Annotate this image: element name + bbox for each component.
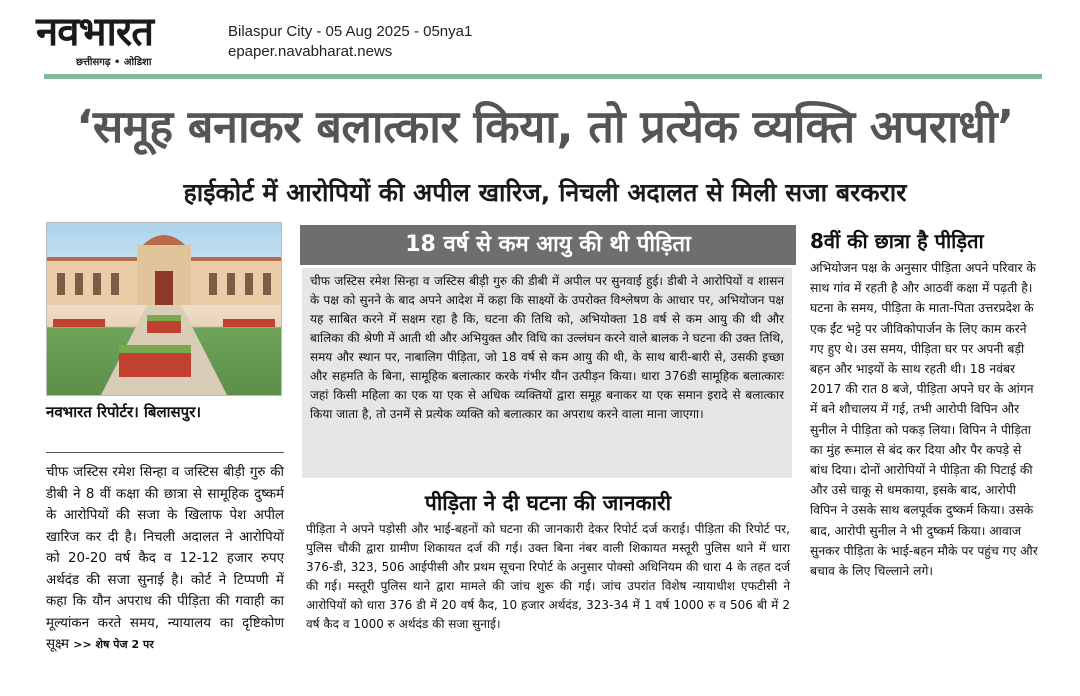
high-court-photo <box>46 222 282 396</box>
byline-divider <box>46 452 284 453</box>
article-subheadline: हाईकोर्ट में आरोपियों की अपील खारिज, निचली अदालत से मिली सजा बरकरार <box>183 178 907 207</box>
section-text: पीड़िता ने अपने पड़ोसी और भाई-बहनों को घटना की जानकारी देकर रिपोर्ट दर्ज कराई। पीड़िता की रिपोर्ट पर, पुलिस चौकी द्वारा ग्रामीण शिकायत दर्ज की गई। उक्त बिना नंबर वाली शिकायत मस्तूरी पुलिस थाने में धारा 376-डी, 323, 506 आईपीसी और प्रथम सूचना रिपोर्ट के अनुसार पोक्सो अधिनियम की धारा 4 के तहत दर्ज की गई। मस्तूरी पुलिस थाने द्वारा मामले की जांच शुरू की गई। जांच उपरांत विशेष न्यायाधीश एफटीसी ने आरोपियों को धारा 376 डी में 20 वर्ष कैद, 10 हजार अर्थदंड, 323-34 में 1 वर्ष 1000 रु व 506 बी में 2 वर्ष कैद व 1000 रु अर्थदंड की सजा सुनाई। <box>306 522 790 631</box>
header-divider <box>44 74 1042 79</box>
article-headline: ‘समूह बनाकर बलात्कार किया, तो प्रत्येक व्यक्ति अपराधी’ <box>76 100 1014 153</box>
right-column-heading: 8वीं की छात्रा है पीड़िता <box>810 229 984 253</box>
box-text: चीफ जस्टिस रमेश सिन्हा व जस्टिस बीड़ी गुरु की डीबी में अपील पर सुनवाई हुई। डीबी ने आरोपियों व शासन के पक्ष को सुनने के बाद अपने आदेश में कहा कि साक्ष्यों के उपरोक्त विश्लेषण के आधार पर, अभियोजन पक्ष यह साबित करने में सक्षम रहा है कि, घटना की तिथि को, अभियोक्ता 18 वर्ष से कम आयु की थी और बालिका की श्रेणी में आती थी और अभियुक्त और विधि का उल्लंघन करने वाले बालक ने घटना की उक्त तिथि, समय और स्थान पर, नाबालिग पीड़िता, जो 18 वर्ष से कम आयु की थी, के साथ बारी-बारी से, उसकी इच्छा और सहमति के बिना, सामूहिक बलात्कार करके गंभीर यौन उत्पीड़न किया। धारा 376डी सामूहिक बलात्कारः जहां किसी महिला का एक या एक से अधिक व्यक्तियों द्वारा समूह बनाकर या एक समान इरादे से बलात्कार किया जाता है, तो उनमें से प्रत्येक व्यक्ति को बलात्कार का अपराध करने वाला माना जाएगा। <box>302 268 792 478</box>
section-heading: पीड़िता ने दी घटना की जानकारी <box>424 491 672 515</box>
lead-column <box>46 462 284 656</box>
edition-info <box>228 22 472 62</box>
right-column-text: अभियोजन पक्ष के अनुसार पीड़िता अपने परिवार के साथ गांव में रहती है और आठवीं कक्षा में पढ़ती है। घटना के समय, पीड़िता के माता-पिता उत्तरप्रदेश के एक ईंट भट्टे पर जीविकोपार्जन के लिए काम करने गए हुए थे। उस समय, पीड़िता घर पर अपनी बड़ी बहन और भाइयों के साथ रहती थी। 18 नवंबर 2017 की रात 8 बजे, पीड़िता अपने घर के आंगन में बने शौचालय में गई, तभी आरोपी विपिन और सुनील ने पीड़िता को पकड़ लिया। विपिन ने पीड़िता का मुंह रूमाल से बंद कर दिया और पैर कपड़े से बांध दिया। दोनों आरोपियों ने पीड़िता की पिटाई की और उसे चाकू से धमकाया, इसके बाद, आरोपी विपिन ने उसके साथ बलपूर्वक दुष्कर्म किया। उसके बाद, आरोपी सुनील ने भी दुष्कर्म किया। आवाज सुनकर पीड़िता के भाई-बहन मौके पर पहुंच गए और बचाव के लिए चिल्लाने लगे। <box>810 261 1038 579</box>
continued-link[interactable]: >> शेष पेज 2 पर <box>73 638 154 651</box>
byline: नवभारत रिपोर्टर। बिलासपुर। <box>46 403 202 421</box>
logo-subtitle: छत्तीसगढ़ • ओडिशा <box>76 57 152 68</box>
building-illustration <box>47 223 281 395</box>
masthead <box>36 10 1046 82</box>
lead-text: चीफ जस्टिस रमेश सिन्हा व जस्टिस बीड़ी गुरु की डीबी ने 8 वीं कक्षा की छात्रा से सामूहिक दुष्कर्म के आरोपियों की सजा के खिलाफ पेश अपील खारिज कर दी है। निचली अदालत ने आरोपियों को 20-20 वर्ष कैद व 12-12 हजार रुपए अर्थदंड की सजा सुनाई है। कोर्ट ने टिप्पणी में कहा कि यौन अपराध की पीड़िता की गवाही का मूल्यांकन करते समय, न्यायालय का दृष्टिकोण सूक्ष्म <box>46 465 284 652</box>
logo-text: नवभारत <box>36 9 154 55</box>
newspaper-logo <box>36 9 212 70</box>
site-link[interactable]: epaper.navabharat.news <box>228 43 393 60</box>
edition-line: Bilaspur City - 05 Aug 2025 - 05nya1 <box>228 23 473 40</box>
box-heading: 18 वर्ष से कम आयु की थी पीड़िता <box>300 225 796 265</box>
